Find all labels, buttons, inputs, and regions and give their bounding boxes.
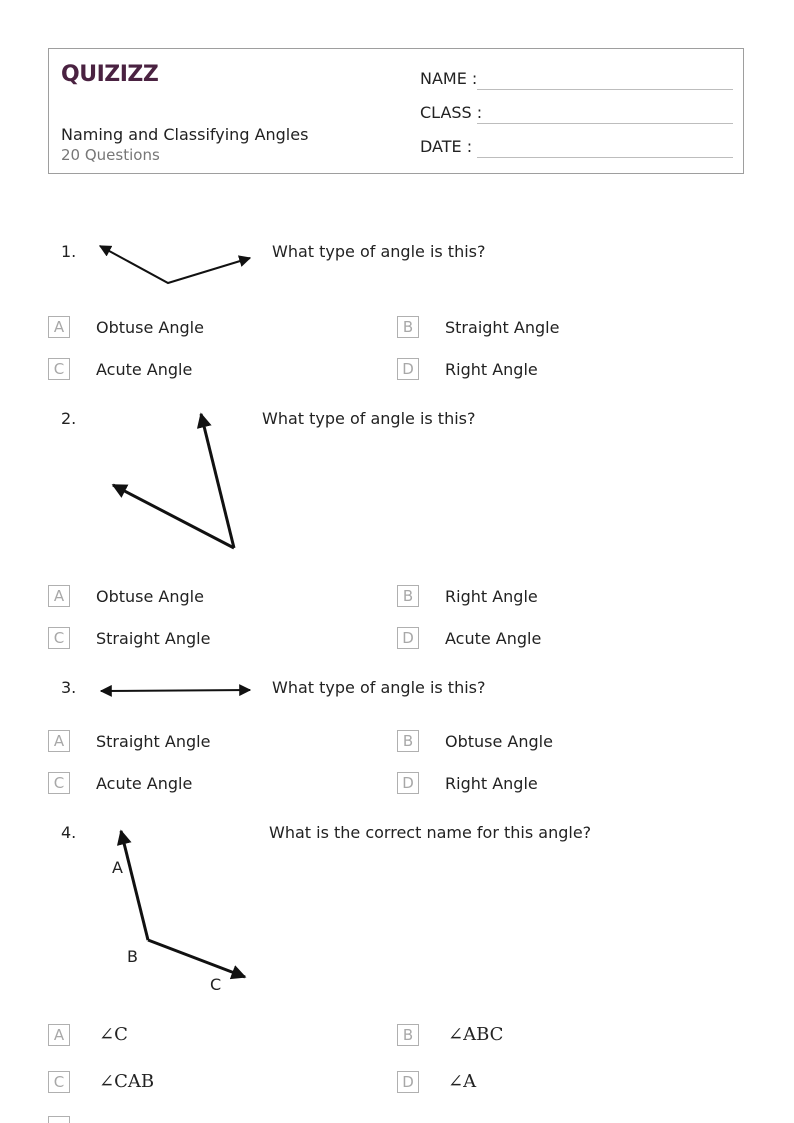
date-label: DATE :: [420, 137, 473, 156]
option-text[interactable]: Obtuse Angle: [445, 732, 553, 751]
question-number: 2.: [61, 409, 77, 428]
option-letter[interactable]: C: [48, 1071, 70, 1093]
option-letter[interactable]: B: [397, 316, 419, 338]
option-letter[interactable]: D: [397, 1071, 419, 1093]
class-label: CLASS :: [420, 103, 483, 122]
option-text[interactable]: Acute Angle: [96, 360, 193, 379]
option-text[interactable]: Acute Angle: [445, 629, 542, 648]
question-text: What type of angle is this?: [272, 678, 486, 697]
option-text[interactable]: Straight Angle: [445, 318, 560, 337]
name-label: NAME :: [420, 69, 478, 88]
option-text[interactable]: ∠CAB: [99, 1071, 155, 1092]
option-letter[interactable]: B: [397, 1024, 419, 1046]
vertex-label-c: C: [210, 975, 222, 994]
option-text[interactable]: Straight Angle: [96, 732, 211, 751]
question-count: 20 Questions: [61, 146, 160, 164]
option-text[interactable]: ∠C: [99, 1024, 128, 1045]
option-letter[interactable]: A: [48, 316, 70, 338]
option-text[interactable]: Right Angle: [445, 774, 538, 793]
option-text[interactable]: ∠ABC: [448, 1024, 504, 1045]
option-letter[interactable]: B: [397, 585, 419, 607]
svg-text:QUIZIZZ: QUIZIZZ: [61, 62, 159, 87]
question-text: What type of angle is this?: [262, 409, 476, 428]
vertex-label-b: B: [127, 947, 138, 966]
question-text: What is the correct name for this angle?: [269, 823, 592, 842]
option-text[interactable]: Obtuse Angle: [96, 587, 204, 606]
option-text[interactable]: Right Angle: [445, 360, 538, 379]
option-letter[interactable]: A: [48, 730, 70, 752]
question-number: 4.: [61, 823, 77, 842]
question-number: 3.: [61, 678, 77, 697]
option-letter[interactable]: C: [48, 358, 70, 380]
option-text[interactable]: Obtuse Angle: [96, 318, 204, 337]
option-letter[interactable]: C: [48, 627, 70, 649]
worksheet-title: Naming and Classifying Angles: [61, 125, 309, 144]
option-letter-partial[interactable]: [48, 1116, 70, 1123]
option-text[interactable]: Acute Angle: [96, 774, 193, 793]
question-text: What type of angle is this?: [272, 242, 486, 261]
option-letter[interactable]: B: [397, 730, 419, 752]
vertex-label-a: A: [112, 858, 123, 877]
question-number: 1.: [61, 242, 77, 261]
option-letter[interactable]: D: [397, 772, 419, 794]
option-letter[interactable]: C: [48, 772, 70, 794]
option-letter[interactable]: D: [397, 627, 419, 649]
option-text[interactable]: ∠A: [448, 1071, 477, 1092]
option-letter[interactable]: D: [397, 358, 419, 380]
option-letter[interactable]: A: [48, 585, 70, 607]
option-text[interactable]: Straight Angle: [96, 629, 211, 648]
option-text[interactable]: Right Angle: [445, 587, 538, 606]
option-letter[interactable]: A: [48, 1024, 70, 1046]
